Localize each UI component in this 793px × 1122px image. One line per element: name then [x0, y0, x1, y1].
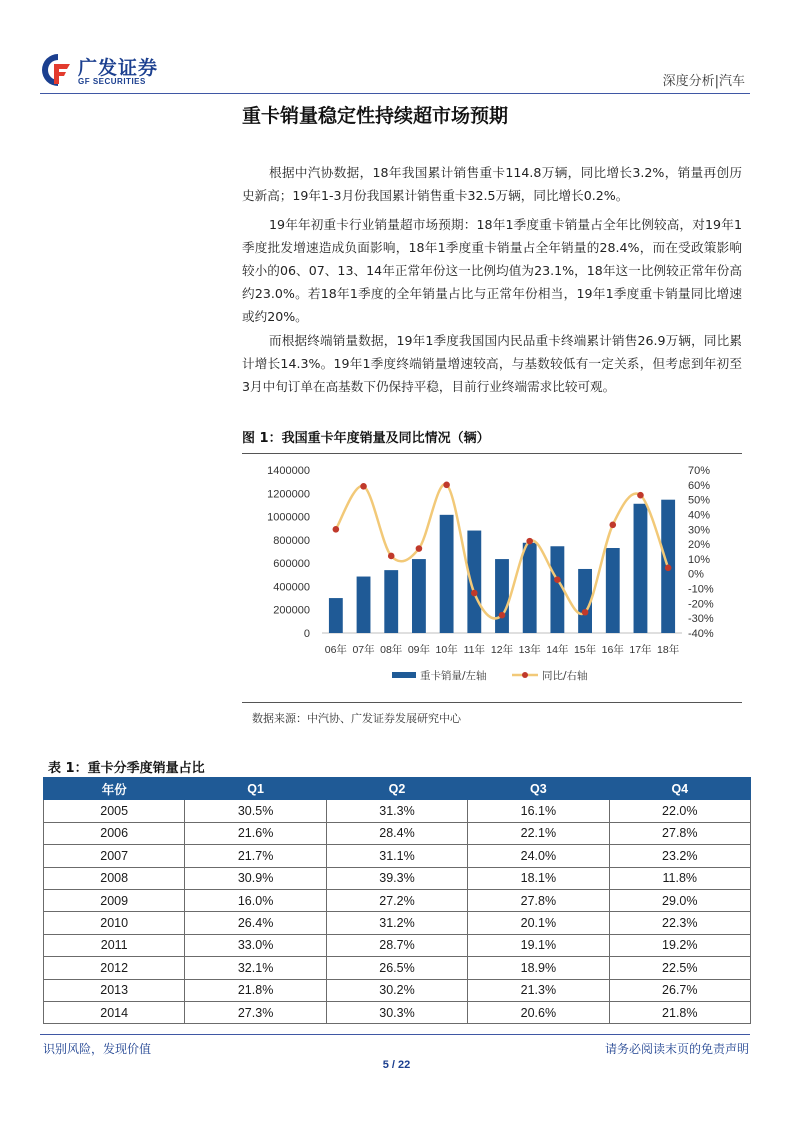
x-tick-label: 16年 [601, 644, 624, 656]
table-cell-year: 2009 [44, 889, 185, 911]
report-section-label: 深度分析|汽车 [662, 74, 745, 89]
table-cell-share: 21.8% [185, 979, 326, 1001]
column-header-q1: Q1 [185, 778, 326, 800]
x-tick-label: 15年 [573, 644, 597, 656]
y-right-tick-label: -20% [688, 598, 714, 611]
table-cell-share: 21.8% [609, 1001, 750, 1023]
table-row [44, 934, 751, 956]
figure-title: 图 1：我国重卡年度销量及同比情况（辆） [242, 431, 490, 446]
footer-slogan: 识别风险，发现价值 [43, 1042, 152, 1056]
point-yoy [582, 609, 589, 616]
x-tick-label: 06年 [324, 644, 347, 656]
page-title: 重卡销量稳定性持续超市场预期 [242, 105, 509, 127]
table-cell-share: 20.6% [468, 1001, 609, 1023]
table-title: 表 1：重卡分季度销量占比 [48, 761, 205, 776]
table-row [44, 957, 751, 979]
bar-sales [384, 570, 398, 633]
y-right-tick-label: -40% [688, 628, 714, 640]
y-right-tick-label: -10% [688, 583, 714, 596]
y-right-tick-label: 50% [688, 494, 711, 507]
table-cell-share: 16.0% [185, 889, 326, 911]
table-cell-share: 39.3% [326, 867, 467, 889]
y-right-tick-label: 10% [688, 553, 711, 566]
table-cell-share: 22.3% [609, 912, 750, 934]
table-cell-share: 30.2% [326, 979, 467, 1001]
brand-name: 广发证券 [78, 57, 159, 79]
table-cell-share: 31.2% [326, 912, 467, 934]
x-tick-label: 11年 [463, 644, 486, 656]
gf-securities-logo [40, 52, 168, 92]
point-yoy [333, 526, 340, 533]
table-cell-share: 26.5% [326, 957, 467, 979]
table-cell-year: 2013 [44, 979, 185, 1001]
bar-sales [412, 559, 426, 633]
table-cell-share: 27.3% [185, 1001, 326, 1023]
y-right-tick-label: 30% [688, 524, 711, 537]
table-cell-year: 2014 [44, 1001, 185, 1023]
y-left-tick-label: 400000 [273, 581, 310, 594]
table-row [44, 912, 751, 934]
y-right-tick-label: 60% [688, 479, 711, 492]
table-cell-share: 22.1% [468, 822, 609, 844]
bar-sales [467, 531, 481, 633]
footer-divider [40, 1034, 750, 1035]
table-cell-share: 26.4% [185, 912, 326, 934]
table-row [44, 822, 751, 844]
table-cell-share: 19.2% [609, 934, 750, 956]
bar-sales [606, 548, 620, 633]
point-yoy [637, 492, 644, 499]
column-header-q4: Q4 [609, 778, 750, 800]
figure-bottom-rule [242, 702, 742, 703]
bar-sales [495, 559, 509, 633]
table-cell-share: 20.1% [468, 912, 609, 934]
paragraph: 19年年初重卡行业销量超市场预期：18年1季度重卡销量占全年比例较高，对19年1季度批发增速造成负面影响，18年1季度重卡销量占全年销量的28.4%，而在受政策影响较小的06、07、13、14年正常年份这一比例均值为23.1%，18年这一比例较正常年份高约23.0%。若18年1季度的全年销量占比与正常年份相当，19年1季度重卡销量同比增速或约20%。 [242, 217, 742, 324]
page-number: 5 / 22 [382, 1059, 411, 1071]
x-tick-label: 09年 [407, 644, 431, 656]
point-yoy [554, 576, 561, 583]
column-header-q2: Q2 [326, 778, 467, 800]
x-tick-label: 18年 [657, 644, 680, 656]
table-cell-share: 30.3% [326, 1001, 467, 1023]
sales-chart [242, 455, 742, 700]
table-cell-share: 24.0% [468, 845, 609, 867]
gf-logo-mark-icon [40, 52, 76, 90]
table-cell-share: 21.6% [185, 822, 326, 844]
table-cell-year: 2012 [44, 957, 185, 979]
table-cell-year: 2008 [44, 867, 185, 889]
table-row [44, 889, 751, 911]
table-row [44, 867, 751, 889]
paragraph: 而根据终端销量数据，19年1季度我国国内民品重卡终端累计销售26.9万辆，同比累计增长14.3%。19年1季度终端销量增速较高，与基数较低有一定关系，但考虑到年初至3月中旬订单在高基数下仍保持平稳，目前行业终端需求比较可观。 [242, 333, 742, 394]
legend-marker-swatch [522, 672, 528, 678]
bar-sales [329, 598, 343, 633]
y-right-tick-label: 70% [688, 465, 711, 477]
table-cell-share: 21.3% [468, 979, 609, 1001]
table-cell-share: 29.0% [609, 889, 750, 911]
y-right-tick-label: 20% [688, 539, 711, 552]
footer-disclaimer: 请务必阅读末页的免责声明 [604, 1042, 749, 1056]
x-tick-label: 12年 [490, 644, 514, 656]
point-yoy [388, 553, 395, 560]
table-cell-share: 18.9% [468, 957, 609, 979]
table-cell-share: 33.0% [185, 934, 326, 956]
legend-bar-swatch [392, 672, 416, 678]
x-tick-label: 08年 [380, 644, 403, 656]
table-cell-share: 26.7% [609, 979, 750, 1001]
table-cell-share: 30.9% [185, 867, 326, 889]
table-cell-share: 22.0% [609, 800, 750, 822]
point-yoy [526, 538, 533, 545]
table-cell-share: 28.4% [326, 822, 467, 844]
point-yoy [665, 565, 672, 572]
table-header-row [44, 778, 751, 800]
table-cell-year: 2011 [44, 934, 185, 956]
x-tick-label: 07年 [352, 644, 375, 656]
legend-label-bar: 重卡销量/左轴 [420, 670, 487, 682]
table-cell-share: 28.7% [326, 934, 467, 956]
point-yoy [360, 483, 367, 490]
table-cell-share: 27.8% [609, 822, 750, 844]
table-cell-share: 19.1% [468, 934, 609, 956]
table-cell-year: 2006 [44, 822, 185, 844]
y-left-tick-label: 0 [303, 628, 310, 640]
legend-label-line: 同比/右轴 [542, 670, 588, 682]
bar-sales [634, 504, 648, 633]
table-row [44, 1001, 751, 1023]
point-yoy [443, 482, 450, 489]
table-cell-share: 27.8% [468, 889, 609, 911]
y-right-tick-label: 0% [688, 568, 704, 581]
table-cell-share: 31.3% [326, 800, 467, 822]
table-cell-share: 21.7% [185, 845, 326, 867]
brand-name-en: GF SECURITIES [78, 77, 146, 86]
y-left-tick-label: 200000 [273, 604, 310, 617]
point-yoy [471, 590, 478, 597]
bar-sales [357, 577, 371, 633]
x-tick-label: 10年 [435, 644, 458, 656]
y-left-tick-label: 800000 [273, 534, 310, 547]
figure-top-rule [242, 453, 742, 454]
bar-sales [523, 543, 537, 633]
table-cell-year: 2010 [44, 912, 185, 934]
table-row [44, 979, 751, 1001]
x-tick-label: 14年 [546, 644, 569, 656]
table-cell-share: 22.5% [609, 957, 750, 979]
point-yoy [499, 612, 506, 619]
x-tick-label: 13年 [518, 644, 541, 656]
y-left-tick-label: 1000000 [267, 511, 310, 524]
paragraph: 根据中汽协数据，18年我国累计销售重卡114.8万辆，同比增长3.2%，销量再创历史新高；19年1-3月份我国累计销售重卡32.5万辆，同比增长0.2%。 [242, 165, 742, 203]
point-yoy [609, 522, 616, 529]
table-row [44, 800, 751, 822]
y-left-tick-label: 1400000 [267, 465, 310, 477]
table-cell-year: 2007 [44, 845, 185, 867]
table-cell-share: 23.2% [609, 845, 750, 867]
table-cell-share: 27.2% [326, 889, 467, 911]
table-cell-share: 31.1% [326, 845, 467, 867]
y-right-tick-label: 40% [688, 509, 711, 522]
table-cell-share: 16.1% [468, 800, 609, 822]
table-cell-share: 32.1% [185, 957, 326, 979]
table-row [44, 845, 751, 867]
x-tick-label: 17年 [629, 644, 652, 656]
table-cell-year: 2005 [44, 800, 185, 822]
column-header-q3: Q3 [468, 778, 609, 800]
quarterly-share-table [43, 777, 751, 1024]
y-left-tick-label: 1200000 [267, 488, 310, 501]
table-cell-share: 30.5% [185, 800, 326, 822]
y-right-tick-label: -30% [688, 613, 714, 626]
header-divider [40, 93, 750, 94]
figure-source: 数据来源：中汽协、广发证券发展研究中心 [252, 712, 461, 725]
y-left-tick-label: 600000 [273, 558, 310, 571]
column-header-year: 年份 [44, 778, 185, 800]
table-cell-share: 11.8% [609, 867, 750, 889]
bar-sales [440, 515, 454, 633]
table-cell-share: 18.1% [468, 867, 609, 889]
point-yoy [416, 545, 423, 552]
